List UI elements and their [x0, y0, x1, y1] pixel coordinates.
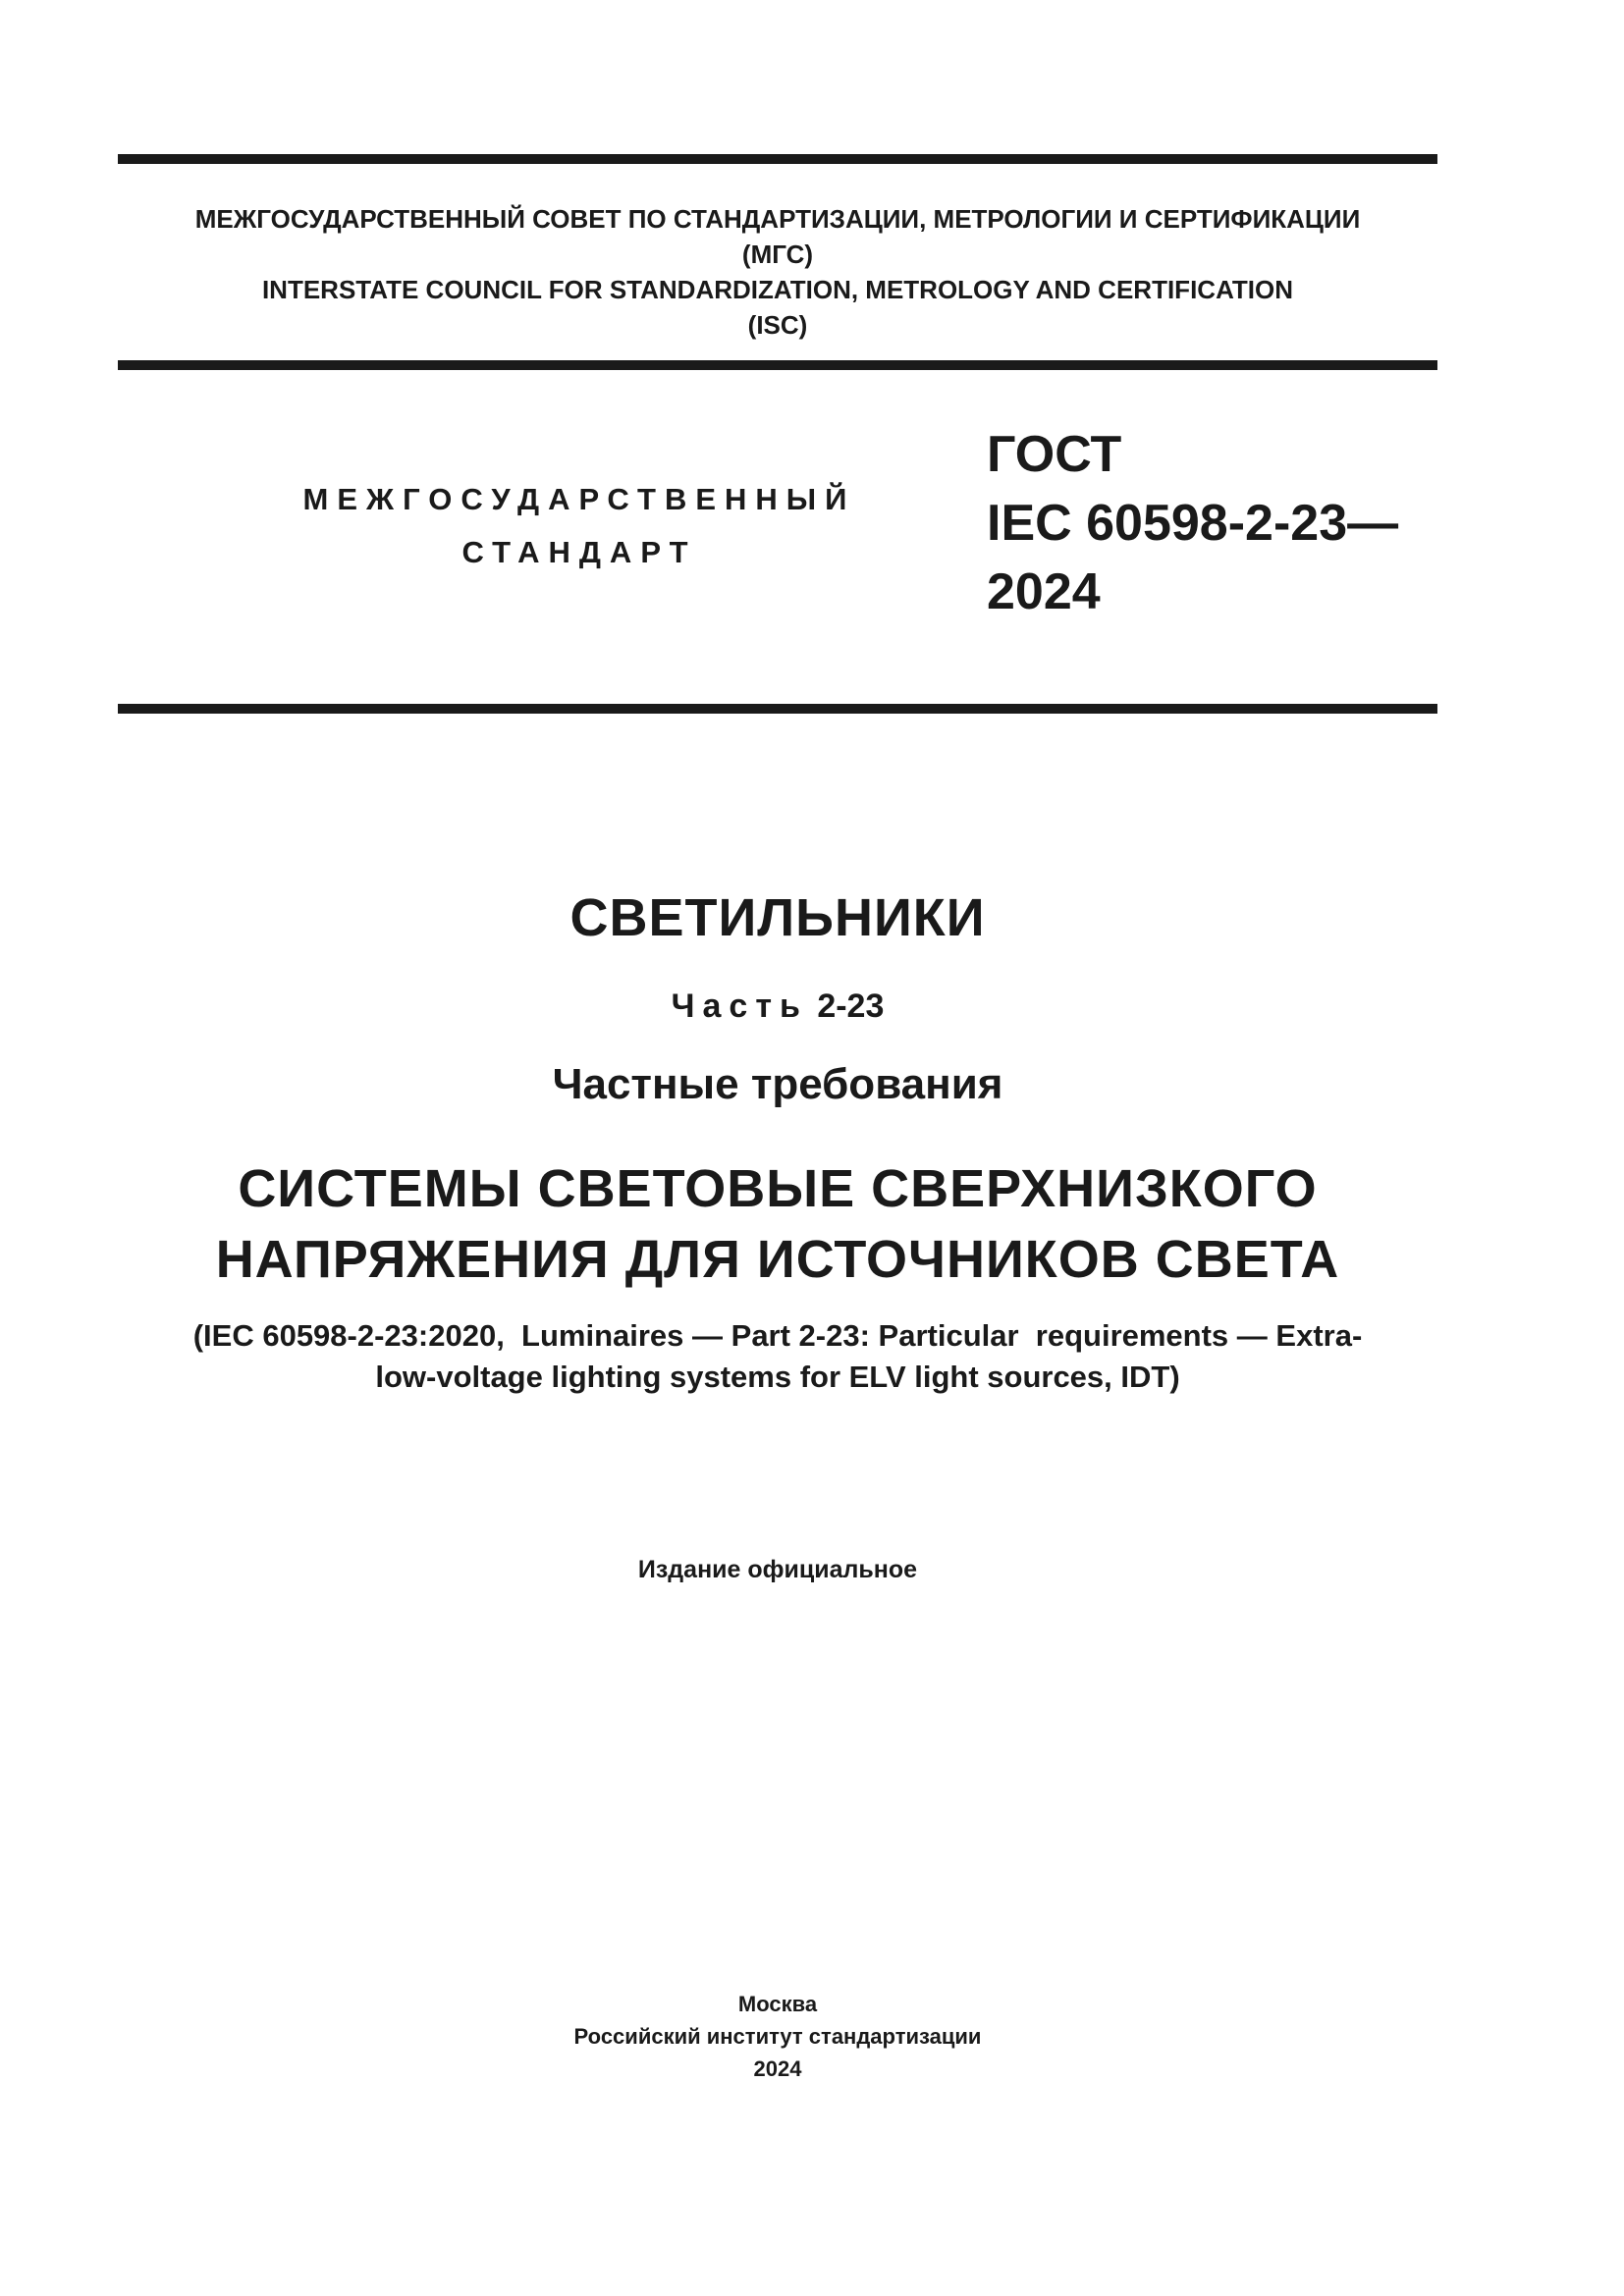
gost-designation: [987, 420, 1398, 626]
council-abbr-en: (ISC): [747, 310, 808, 340]
original-reference-line2: low-voltage lighting systems for ELV light sources, IDT): [375, 1360, 1180, 1394]
document-subject-line1: СИСТЕМЫ СВЕТОВЫЕ СВЕРХНИЗКОГО: [238, 1159, 1318, 1218]
council-name-en: INTERSTATE COUNCIL FOR STANDARDIZATION, METROLOGY AND CERTIFICATION: [261, 275, 1294, 304]
standard-kind-line1: МЕЖГОСУДАРСТВЕННЫЙ: [302, 482, 856, 516]
standard-kind: [226, 473, 933, 579]
document-subtitle: Частные требования: [552, 1060, 1003, 1108]
council-header: [118, 201, 1437, 343]
document-title: СВЕТИЛЬНИКИ: [569, 888, 986, 947]
gost-number: IEC 60598-2-23—: [987, 495, 1399, 552]
standard-kind-line2: СТАНДАРТ: [461, 535, 697, 569]
designation-rule: [118, 704, 1437, 714]
part-line: [118, 982, 1437, 1031]
part-word: Часть: [671, 988, 808, 1025]
imprint-city: Москва: [737, 1992, 818, 2016]
edition-note: Издание официальное: [637, 1556, 918, 1583]
council-name-ru: МЕЖГОСУДАРСТВЕННЫЙ СОВЕТ ПО СТАНДАРТИЗАЦИИ, МЕТРОЛОГИИ И СЕРТИФИКАЦИИ: [194, 204, 1361, 234]
council-abbr-ru: (МГС): [741, 240, 814, 269]
original-standard-reference: [118, 1315, 1437, 1398]
top-rule: [118, 154, 1437, 164]
header-rule: [118, 360, 1437, 370]
gost-year: 2024: [987, 563, 1101, 620]
imprint: [118, 1988, 1437, 2085]
original-reference-line1: (IEC 60598-2-23:2020, Luminaires — Part 2-23: Particular requirements — Extra-: [192, 1318, 1363, 1353]
document-subject: [118, 1153, 1437, 1295]
document-subject-line2: НАПРЯЖЕНИЯ ДЛЯ ИСТОЧНИКОВ СВЕТА: [215, 1230, 1340, 1289]
imprint-year: 2024: [753, 2056, 802, 2081]
imprint-publisher: Российский институт стандартизации: [573, 2024, 982, 2049]
gost-label: ГОСТ: [987, 426, 1122, 483]
part-number: 2-23: [817, 988, 885, 1025]
